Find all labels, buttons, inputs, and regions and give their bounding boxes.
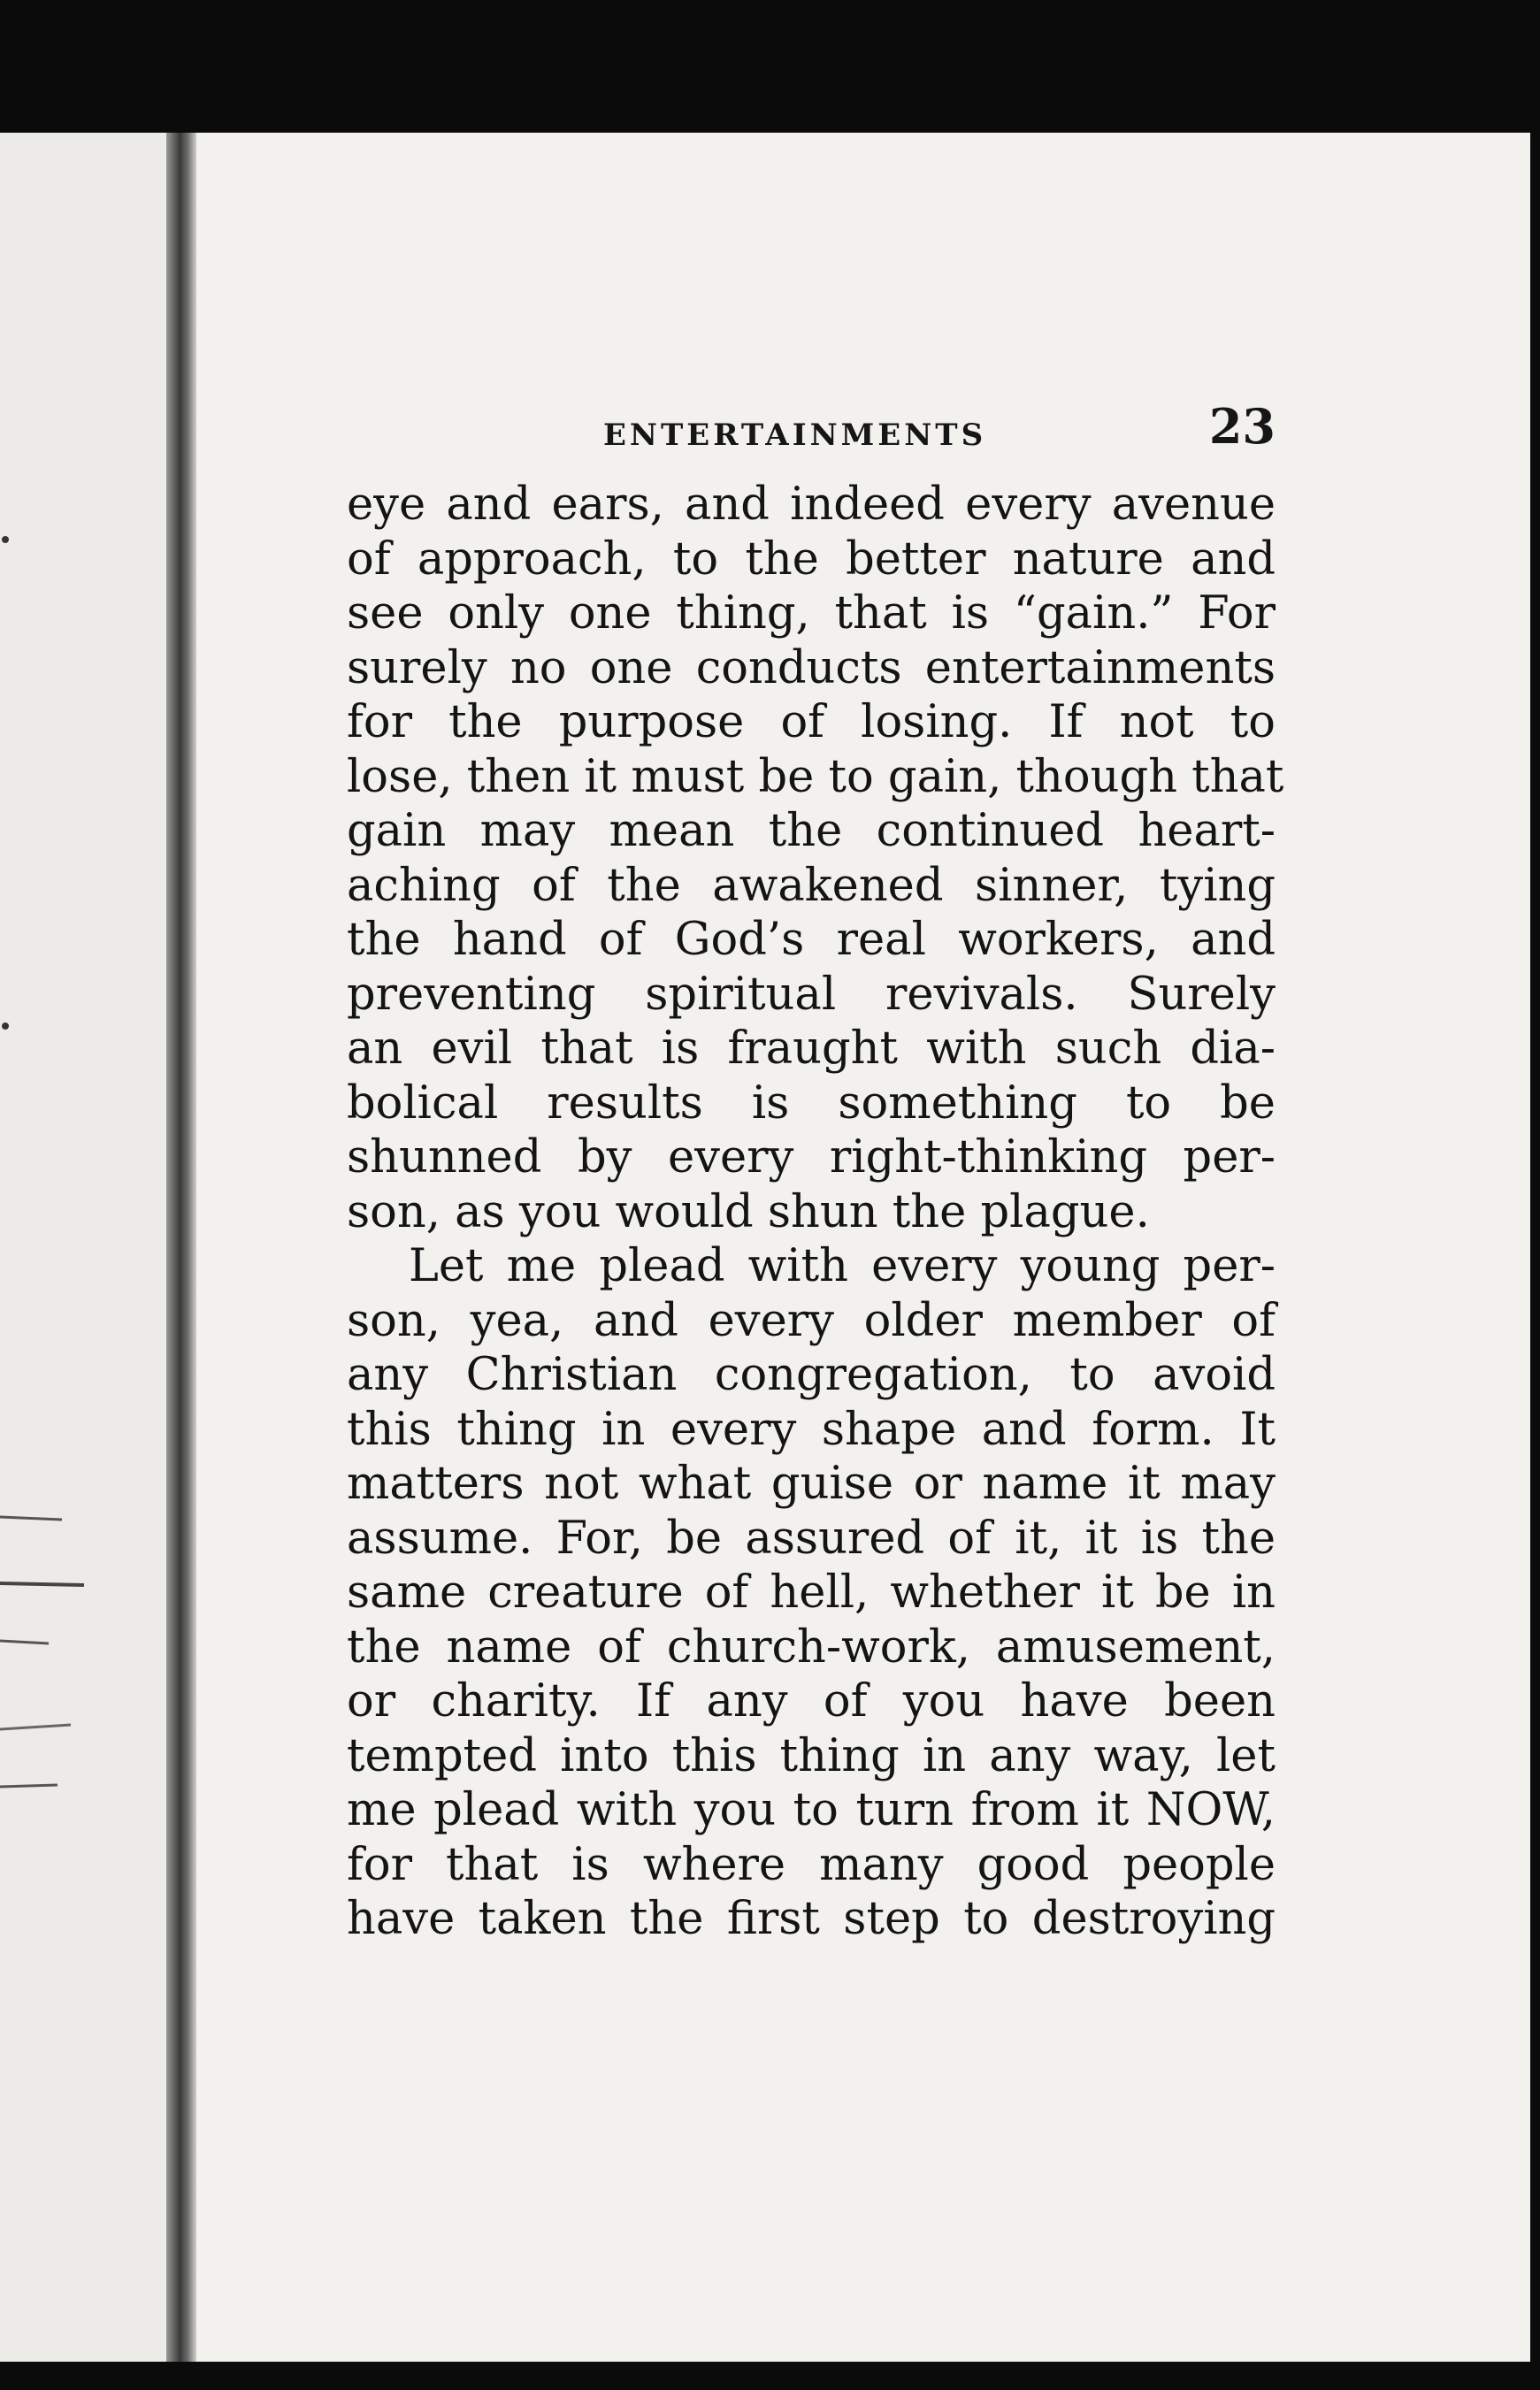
text-line: for that is where many good people	[347, 1838, 1276, 1891]
paragraph-2	[347, 1239, 1276, 1947]
text-line: son, yea, and every older member of	[347, 1294, 1276, 1347]
text-line: bolical results is something to be	[347, 1076, 1276, 1130]
page-text-block	[347, 398, 1284, 1947]
text-line: have taken the first step to destroying	[347, 1893, 1276, 1945]
text-line: see only one thing, that is “gain.” For	[347, 587, 1276, 640]
previous-page-ink-marks	[0, 133, 177, 2362]
text-line: this thing in every shape and form. It	[347, 1403, 1276, 1456]
text-line: any Christian congregation, to avoid	[347, 1349, 1276, 1401]
text-line: son, as you would shun the plague.	[347, 1185, 1150, 1238]
text-line: assume. For, be assured of it, it is the	[347, 1512, 1276, 1565]
running-head	[347, 398, 1276, 478]
text-line: eye and ears, and indeed every avenue	[347, 479, 1276, 531]
text-line: shunned by every right-thinking per-	[347, 1131, 1276, 1184]
text-line: preventing spiritual revivals. Surely	[347, 968, 1276, 1021]
text-line: of approach, to the better nature and	[347, 532, 1276, 586]
text-line: aching of the awakened sinner, tying	[347, 859, 1276, 912]
text-line: for the purpose of losing. If not to	[347, 696, 1276, 748]
book-page	[196, 133, 1530, 2362]
page-number: 23	[1208, 398, 1276, 455]
text-line: surely no one conducts entertainments	[347, 641, 1276, 694]
text-line: gain may mean the continued heart-	[347, 805, 1276, 857]
previous-page-edge	[0, 133, 177, 2362]
running-head-title: ENTERTAINMENTS	[603, 417, 987, 453]
text-line: or charity. If any of you have been	[347, 1675, 1276, 1727]
text-line: an evil that is fraught with such dia-	[347, 1023, 1276, 1075]
book-gutter	[166, 133, 196, 2362]
paragraph-1	[347, 478, 1284, 1239]
text-line: matters not what guise or name it may	[347, 1458, 1276, 1510]
text-line: the name of church-work, amusement,	[347, 1620, 1276, 1674]
text-line: same creature of hell, whether it be in	[347, 1567, 1276, 1619]
text-line: Let me plead with every young per-	[409, 1240, 1276, 1292]
text-line: the hand of God’s real workers, and	[347, 914, 1276, 966]
text-line: me plead with you to turn from it NOW,	[347, 1784, 1276, 1836]
text-line: tempted into this thing in any way, let	[347, 1729, 1276, 1782]
text-line: lose, then it must be to gain, though that	[347, 750, 1284, 803]
